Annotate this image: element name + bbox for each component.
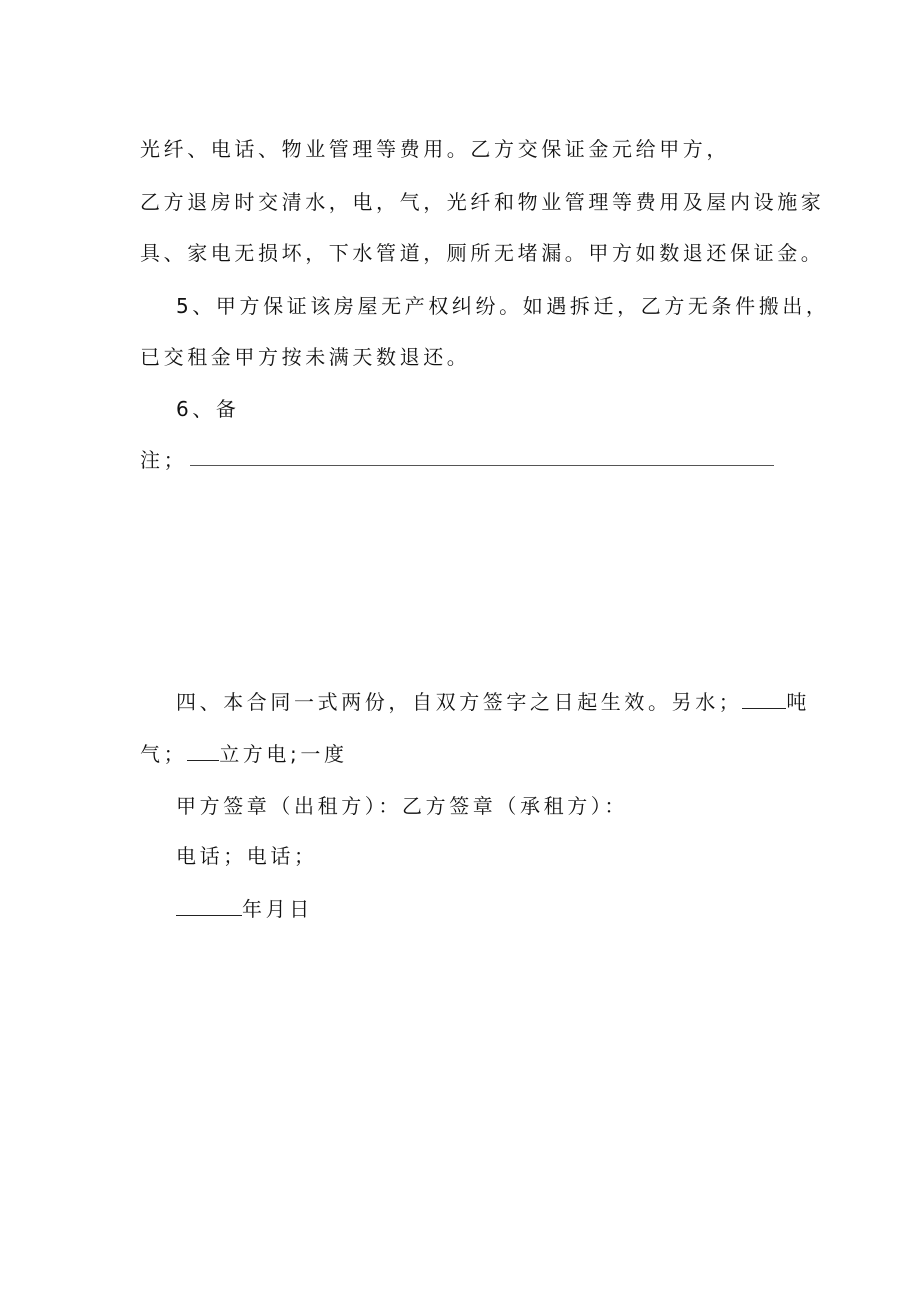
- clause-text-deposit-refund: 具、家电无损坏，下水管道，厕所无堵漏。甲方如数退还保证金。: [140, 241, 825, 265]
- clause-5-rent-refund: 已交租金甲方按未满天数退还。: [140, 345, 471, 369]
- clause-5-property-rights: 5、甲方保证该房屋无产权纠纷。如遇拆迁，乙方无条件搬出，: [176, 294, 830, 318]
- remarks-fill-line: [190, 465, 774, 466]
- section-4-text: 四、本合同一式两份，自双方签字之日起生效。另水；: [176, 690, 743, 714]
- gas-electric-units: 立方电;一度: [219, 742, 348, 766]
- clause-text-moveout: 乙方退房时交清水，电，气，光纤和物业管理等费用及屋内设施家: [140, 190, 825, 214]
- gas-electric-readings: [140, 740, 348, 767]
- remarks-label: 注；: [140, 448, 188, 472]
- clause-6-remarks-label: 6、备: [176, 397, 240, 421]
- date-line: [176, 895, 313, 922]
- water-reading-blank: [742, 688, 786, 709]
- signature-labels: 甲方签章（出租方）：乙方签章（承租方）：: [176, 794, 628, 818]
- phone-labels: 电话；电话；: [176, 844, 318, 868]
- date-label: 年月日: [242, 897, 313, 921]
- section-4-effective: [176, 688, 810, 715]
- clause-text-fees: 光纤、电话、物业管理等费用。乙方交保证金元给甲方，: [140, 137, 730, 161]
- gas-label: 气；: [140, 742, 188, 766]
- date-year-blank: [176, 895, 242, 916]
- gas-reading-blank: [187, 740, 219, 761]
- water-unit: 吨: [786, 690, 811, 714]
